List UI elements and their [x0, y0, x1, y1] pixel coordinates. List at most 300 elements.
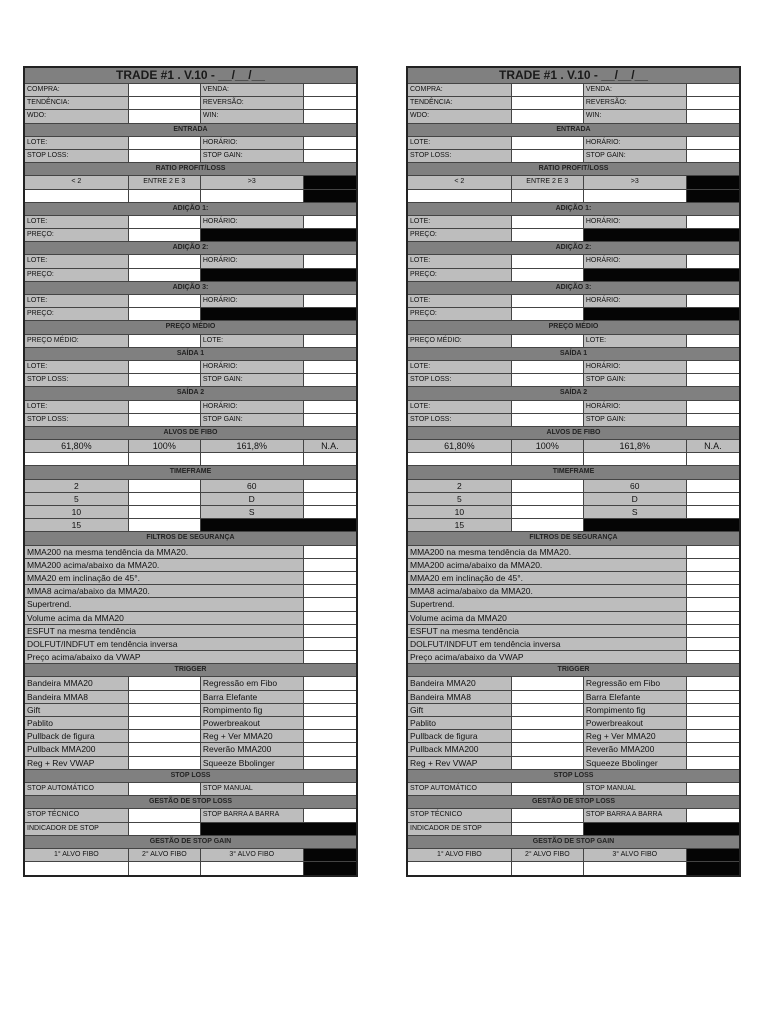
- sheet-row: [25, 506, 356, 519]
- timeframe-field[interactable]: [512, 493, 584, 505]
- entrada-stop-loss-field[interactable]: [512, 150, 584, 162]
- trigger-field[interactable]: [304, 691, 356, 703]
- fibo-100-field[interactable]: [512, 453, 584, 465]
- stop-manual-field[interactable]: [304, 783, 356, 795]
- sheet-row: [25, 546, 356, 559]
- alvo-1-label: 1° ALVO FIBO: [25, 849, 129, 861]
- alvo-1-field[interactable]: [25, 862, 129, 875]
- venda-field[interactable]: [304, 84, 356, 96]
- trigger-field[interactable]: [129, 757, 201, 769]
- sheet-row: [25, 572, 356, 585]
- trigger-field[interactable]: [512, 743, 584, 755]
- adicao1-horario-field[interactable]: [304, 216, 356, 228]
- tendencia-label: TENDÊNCIA:: [25, 97, 129, 109]
- sheet-row: [408, 796, 739, 809]
- trigger-label: Bandeira MMA8: [25, 691, 129, 703]
- timeframe-option: 2: [25, 480, 129, 492]
- ratio-gt3-field[interactable]: [201, 190, 304, 202]
- timeframe-option: D: [584, 493, 687, 505]
- sheet-row: [408, 783, 739, 796]
- ratio-2to3-field[interactable]: [129, 190, 201, 202]
- timeframe-option: 15: [408, 519, 512, 531]
- filtro-label: ESFUT na mesma tendência: [408, 625, 687, 637]
- filtro-label: MMA200 na mesma tendência da MMA20.: [25, 546, 304, 558]
- trigger-field[interactable]: [129, 677, 201, 689]
- sheet-row: [408, 374, 739, 387]
- timeframe-field[interactable]: [304, 480, 356, 492]
- saida2-stop-gain-field[interactable]: [304, 414, 356, 426]
- sheet-row: [25, 401, 356, 414]
- trigger-label: Reg + Rev VWAP: [25, 757, 129, 769]
- sheet-row: [25, 150, 356, 163]
- saida1-stop-loss-field[interactable]: [512, 374, 584, 386]
- trigger-field[interactable]: [304, 743, 356, 755]
- saida1-lote-field[interactable]: [512, 361, 584, 373]
- reversao-field[interactable]: [304, 97, 356, 109]
- fibo-100: 100%: [129, 440, 201, 452]
- alvo-3-label: 3° ALVO FIBO: [201, 849, 304, 861]
- sheet-row: [408, 308, 739, 321]
- trigger-field[interactable]: [129, 717, 201, 729]
- entrada-horario-field[interactable]: [687, 137, 739, 149]
- timeframe-field[interactable]: [687, 480, 739, 492]
- adicao3-horario-field[interactable]: [304, 295, 356, 307]
- filtro-label: Volume acima da MMA20: [25, 612, 304, 624]
- saida1-stop-gain-label: STOP GAIN:: [584, 374, 687, 386]
- ratio-gt3: >3: [201, 176, 304, 188]
- filtro-field[interactable]: [687, 559, 739, 571]
- filtro-label: DOLFUT/INDFUT em tendência inversa: [25, 638, 304, 650]
- alvo-blackout: [687, 849, 739, 861]
- saida1-lote-label: LOTE:: [408, 361, 512, 373]
- filtro-field[interactable]: [687, 585, 739, 597]
- sheet-row: [25, 374, 356, 387]
- ratio-2to3: ENTRE 2 E 3: [129, 176, 201, 188]
- section-stop-loss: STOP LOSS: [25, 770, 356, 782]
- ratio-lt2: < 2: [25, 176, 129, 188]
- sheet-row: [408, 612, 739, 625]
- filtro-field[interactable]: [687, 572, 739, 584]
- section-adicao-1: ADIÇÃO 1:: [25, 203, 356, 215]
- adicao3-horario-field[interactable]: [687, 295, 739, 307]
- filtro-field[interactable]: [687, 625, 739, 637]
- adicao2-lote-field[interactable]: [512, 255, 584, 267]
- stop-automatico-label: STOP AUTOMÁTICO: [408, 783, 512, 795]
- entrada-horario-label: HORÁRIO:: [584, 137, 687, 149]
- alvo-2-field[interactable]: [512, 862, 584, 875]
- trigger-label: Rompimento fig: [201, 704, 304, 716]
- trigger-field[interactable]: [512, 717, 584, 729]
- trigger-label: Regressão em Fibo: [584, 677, 687, 689]
- tendencia-field[interactable]: [129, 97, 201, 109]
- saida2-stop-gain-field[interactable]: [687, 414, 739, 426]
- ratio-lt2: < 2: [408, 176, 512, 188]
- saida1-stop-gain-field[interactable]: [304, 374, 356, 386]
- wdo-label: WDO:: [408, 110, 512, 122]
- adicao2-preco-field[interactable]: [512, 269, 584, 281]
- adicao3-preco-field[interactable]: [129, 308, 201, 320]
- ratio-lt2-field[interactable]: [25, 190, 129, 202]
- trigger-label: Barra Elefante: [201, 691, 304, 703]
- stop-barra-field[interactable]: [304, 809, 356, 821]
- sheet-row: [25, 348, 356, 361]
- preco-medio-lote-label: LOTE:: [201, 335, 304, 347]
- wdo-field[interactable]: [512, 110, 584, 122]
- adicao2-horario-label: HORÁRIO:: [584, 255, 687, 267]
- trigger-field[interactable]: [512, 757, 584, 769]
- sheet-row: [408, 704, 739, 717]
- saida2-stop-gain-label: STOP GAIN:: [584, 414, 687, 426]
- win-label: WIN:: [584, 110, 687, 122]
- saida2-stop-loss-field[interactable]: [129, 414, 201, 426]
- saida1-lote-field[interactable]: [129, 361, 201, 373]
- sheet-row: [25, 282, 356, 295]
- sheet-row: [408, 809, 739, 822]
- sheet-row: [25, 190, 356, 203]
- timeframe-option: S: [584, 506, 687, 518]
- section-adicao-3: ADIÇÃO 3:: [25, 282, 356, 294]
- fibo-6180-field[interactable]: [25, 453, 129, 465]
- trigger-label: Powerbreakout: [201, 717, 304, 729]
- trigger-field[interactable]: [687, 757, 739, 769]
- trigger-field[interactable]: [129, 730, 201, 742]
- adicao1-preco-label: PREÇO:: [408, 229, 512, 241]
- section-adicao-1: ADIÇÃO 1:: [408, 203, 739, 215]
- filtro-field[interactable]: [687, 546, 739, 558]
- stop-tecnico-field[interactable]: [129, 809, 201, 821]
- filtro-field[interactable]: [304, 625, 356, 637]
- stop-manual-field[interactable]: [687, 783, 739, 795]
- sheet-row: [408, 743, 739, 756]
- sheet-row: [408, 295, 739, 308]
- sheet-row: [408, 638, 739, 651]
- saida1-horario-label: HORÁRIO:: [584, 361, 687, 373]
- adicao3-lote-field[interactable]: [512, 295, 584, 307]
- trigger-field[interactable]: [304, 677, 356, 689]
- win-label: WIN:: [201, 110, 304, 122]
- saida1-horario-field[interactable]: [687, 361, 739, 373]
- filtro-field[interactable]: [304, 638, 356, 650]
- alvo-3-label: 3° ALVO FIBO: [584, 849, 687, 861]
- fibo-na-field[interactable]: [304, 453, 356, 465]
- reversao-field[interactable]: [687, 97, 739, 109]
- entrada-lote-label: LOTE:: [408, 137, 512, 149]
- sheet-row: [408, 849, 739, 862]
- timeframe-field[interactable]: [129, 519, 201, 531]
- trigger-field[interactable]: [304, 704, 356, 716]
- preco-medio-field[interactable]: [129, 335, 201, 347]
- alvo-3-field[interactable]: [584, 862, 687, 875]
- filtro-field[interactable]: [304, 651, 356, 663]
- sheet-row: [25, 440, 356, 453]
- timeframe-option: 5: [408, 493, 512, 505]
- entrada-lote-field[interactable]: [129, 137, 201, 149]
- sheet-row: [25, 862, 356, 875]
- filtro-field[interactable]: [687, 612, 739, 624]
- compra-field[interactable]: [129, 84, 201, 96]
- entrada-lote-field[interactable]: [512, 137, 584, 149]
- win-field[interactable]: [304, 110, 356, 122]
- section-saida-2: SAÍDA 2: [408, 387, 739, 399]
- reversao-label: REVERSÃO:: [584, 97, 687, 109]
- wdo-field[interactable]: [129, 110, 201, 122]
- section-entrada: ENTRADA: [25, 124, 356, 136]
- filtro-field[interactable]: [687, 638, 739, 650]
- adicao3-blackout: [201, 308, 356, 320]
- preco-medio-lote-field[interactable]: [687, 335, 739, 347]
- trigger-label: Squeeze Bbolinger: [201, 757, 304, 769]
- stop-indicador-field[interactable]: [129, 823, 201, 835]
- timeframe-field[interactable]: [512, 506, 584, 518]
- sheet-row: [25, 704, 356, 717]
- preco-medio-field[interactable]: [512, 335, 584, 347]
- adicao1-preco-label: PREÇO:: [25, 229, 129, 241]
- adicao3-horario-label: HORÁRIO:: [584, 295, 687, 307]
- timeframe-option: S: [201, 506, 304, 518]
- sheet-row: [25, 176, 356, 189]
- sheet-row: [408, 68, 739, 84]
- adicao2-lote-label: LOTE:: [25, 255, 129, 267]
- adicao1-blackout: [584, 229, 739, 241]
- stop-barra-field[interactable]: [687, 809, 739, 821]
- filtro-label: MMA200 acima/abaixo da MMA20.: [408, 559, 687, 571]
- ratio-blackout: [304, 190, 356, 202]
- filtro-label: Preço acima/abaixo da VWAP: [408, 651, 687, 663]
- sheet-row: [408, 163, 739, 176]
- sheet-row: [408, 150, 739, 163]
- adicao1-lote-label: LOTE:: [25, 216, 129, 228]
- sheet-row: [25, 414, 356, 427]
- adicao1-horario-field[interactable]: [687, 216, 739, 228]
- saida2-stop-loss-field[interactable]: [512, 414, 584, 426]
- adicao3-lote-field[interactable]: [129, 295, 201, 307]
- adicao1-horario-label: HORÁRIO:: [584, 216, 687, 228]
- filtro-label: ESFUT na mesma tendência: [25, 625, 304, 637]
- trigger-label: Reg + Ver MMA20: [201, 730, 304, 742]
- trigger-field[interactable]: [687, 730, 739, 742]
- trigger-field[interactable]: [687, 691, 739, 703]
- venda-label: VENDA:: [584, 84, 687, 96]
- sheet-row: [25, 242, 356, 255]
- sheet-row: [25, 453, 356, 466]
- adicao3-blackout: [584, 308, 739, 320]
- adicao1-preco-field[interactable]: [129, 229, 201, 241]
- adicao2-horario-field[interactable]: [687, 255, 739, 267]
- ratio-2to3-field[interactable]: [512, 190, 584, 202]
- adicao2-preco-field[interactable]: [129, 269, 201, 281]
- ratio-gt3: >3: [584, 176, 687, 188]
- section-gestao-stop-loss: GESTÃO DE STOP LOSS: [25, 796, 356, 808]
- sheet-row: [408, 585, 739, 598]
- timeframe-option: 2: [408, 480, 512, 492]
- sheet-row: [25, 229, 356, 242]
- stop-indicador-label: INDICADOR DE STOP: [408, 823, 512, 835]
- sheet-row: [408, 427, 739, 440]
- sheet-row: [25, 796, 356, 809]
- entrada-stop-loss-field[interactable]: [129, 150, 201, 162]
- trigger-field[interactable]: [129, 691, 201, 703]
- section-adicao-2: ADIÇÃO 2:: [25, 242, 356, 254]
- sheet-row: [25, 677, 356, 690]
- entrada-stop-gain-field[interactable]: [687, 150, 739, 162]
- timeframe-option: 15: [25, 519, 129, 531]
- trigger-field[interactable]: [687, 677, 739, 689]
- sheet-row: [408, 466, 739, 479]
- timeframe-field[interactable]: [512, 480, 584, 492]
- section-gestao-stop-gain: GESTÃO DE STOP GAIN: [25, 836, 356, 848]
- saida1-stop-loss-label: STOP LOSS:: [408, 374, 512, 386]
- filtro-field[interactable]: [687, 598, 739, 610]
- adicao2-horario-label: HORÁRIO:: [201, 255, 304, 267]
- adicao1-lote-field[interactable]: [512, 216, 584, 228]
- saida2-stop-loss-label: STOP LOSS:: [408, 414, 512, 426]
- sheet-row: [408, 203, 739, 216]
- trigger-label: Pullback de figura: [408, 730, 512, 742]
- section-trigger: TRIGGER: [408, 664, 739, 676]
- filtro-field[interactable]: [304, 612, 356, 624]
- fibo-na-field[interactable]: [687, 453, 739, 465]
- timeframe-option: 10: [408, 506, 512, 518]
- fibo-100-field[interactable]: [129, 453, 201, 465]
- trigger-field[interactable]: [512, 677, 584, 689]
- sheet-row: [408, 625, 739, 638]
- saida2-horario-field[interactable]: [687, 401, 739, 413]
- timeframe-field[interactable]: [512, 519, 584, 531]
- sheet-row: [25, 321, 356, 334]
- saida2-horario-field[interactable]: [304, 401, 356, 413]
- section-saida-1: SAÍDA 1: [25, 348, 356, 360]
- stop-indicador-blackout: [584, 823, 739, 835]
- sheet-row: [408, 598, 739, 611]
- filtro-field[interactable]: [304, 559, 356, 571]
- preco-medio-lote-field[interactable]: [304, 335, 356, 347]
- sheet-row: [408, 242, 739, 255]
- timeframe-field[interactable]: [129, 493, 201, 505]
- trigger-label: Powerbreakout: [584, 717, 687, 729]
- adicao2-preco-label: PREÇO:: [25, 269, 129, 281]
- filtro-label: Volume acima da MMA20: [408, 612, 687, 624]
- sheet-row: [408, 862, 739, 875]
- timeframe-field[interactable]: [129, 480, 201, 492]
- stop-automatico-field[interactable]: [129, 783, 201, 795]
- sheet-row: [25, 612, 356, 625]
- stop-indicador-field[interactable]: [512, 823, 584, 835]
- trigger-field[interactable]: [687, 717, 739, 729]
- adicao3-lote-label: LOTE:: [25, 295, 129, 307]
- stop-automatico-field[interactable]: [512, 783, 584, 795]
- compra-label: COMPRA:: [408, 84, 512, 96]
- adicao1-lote-field[interactable]: [129, 216, 201, 228]
- adicao2-lote-label: LOTE:: [408, 255, 512, 267]
- fibo-1618: 161,8%: [201, 440, 304, 452]
- sheet-row: [408, 730, 739, 743]
- ratio-gt3-field[interactable]: [584, 190, 687, 202]
- sheet-row: [408, 282, 739, 295]
- tendencia-label: TENDÊNCIA:: [408, 97, 512, 109]
- sheet-row: [25, 216, 356, 229]
- timeframe-field[interactable]: [687, 493, 739, 505]
- sheet-row: [408, 519, 739, 532]
- saida2-lote-field[interactable]: [129, 401, 201, 413]
- trigger-field[interactable]: [512, 691, 584, 703]
- trigger-field[interactable]: [129, 743, 201, 755]
- saida2-lote-field[interactable]: [512, 401, 584, 413]
- section-gestao-stop-gain: GESTÃO DE STOP GAIN: [408, 836, 739, 848]
- timeframe-field[interactable]: [129, 506, 201, 518]
- filtro-field[interactable]: [304, 598, 356, 610]
- trigger-label: Reverão MMA200: [584, 743, 687, 755]
- adicao3-preco-field[interactable]: [512, 308, 584, 320]
- saida1-stop-gain-field[interactable]: [687, 374, 739, 386]
- fibo-1618-field[interactable]: [584, 453, 687, 465]
- filtro-field[interactable]: [304, 546, 356, 558]
- saida2-lote-label: LOTE:: [25, 401, 129, 413]
- alvo-3-field[interactable]: [201, 862, 304, 875]
- timeframe-field[interactable]: [304, 506, 356, 518]
- trigger-field[interactable]: [687, 743, 739, 755]
- trigger-field[interactable]: [304, 717, 356, 729]
- trigger-field[interactable]: [687, 704, 739, 716]
- sheet-row: [408, 546, 739, 559]
- ratio-lt2-field[interactable]: [408, 190, 512, 202]
- adicao2-lote-field[interactable]: [129, 255, 201, 267]
- sheet-row: [25, 809, 356, 822]
- stop-tecnico-field[interactable]: [512, 809, 584, 821]
- entrada-horario-label: HORÁRIO:: [201, 137, 304, 149]
- adicao2-blackout: [584, 269, 739, 281]
- timeframe-field[interactable]: [687, 506, 739, 518]
- adicao2-horario-field[interactable]: [304, 255, 356, 267]
- saida1-stop-loss-field[interactable]: [129, 374, 201, 386]
- alvo-2-field[interactable]: [129, 862, 201, 875]
- trigger-field[interactable]: [129, 704, 201, 716]
- section-alvos-fibo: ALVOS DE FIBO: [408, 427, 739, 439]
- sheet-title: TRADE #1 . V.10 - __/__/__: [408, 68, 739, 83]
- filtro-field[interactable]: [687, 651, 739, 663]
- timeframe-field[interactable]: [304, 493, 356, 505]
- filtro-field[interactable]: [304, 585, 356, 597]
- trigger-field[interactable]: [512, 730, 584, 742]
- win-field[interactable]: [687, 110, 739, 122]
- compra-field[interactable]: [512, 84, 584, 96]
- sheet-row: [408, 770, 739, 783]
- venda-field[interactable]: [687, 84, 739, 96]
- saida1-horario-field[interactable]: [304, 361, 356, 373]
- sheet-row: [25, 110, 356, 123]
- section-entrada: ENTRADA: [408, 124, 739, 136]
- sheet-row: [25, 84, 356, 97]
- sheet-row: [25, 823, 356, 836]
- fibo-1618-field[interactable]: [201, 453, 304, 465]
- stop-tecnico-label: STOP TÉCNICO: [25, 809, 129, 821]
- trigger-field[interactable]: [512, 704, 584, 716]
- sheet-row: [408, 836, 739, 849]
- tendencia-field[interactable]: [512, 97, 584, 109]
- sheet-row: [408, 677, 739, 690]
- entrada-stop-gain-field[interactable]: [304, 150, 356, 162]
- filtro-label: DOLFUT/INDFUT em tendência inversa: [408, 638, 687, 650]
- trigger-field[interactable]: [304, 757, 356, 769]
- adicao1-preco-field[interactable]: [512, 229, 584, 241]
- sheet-row: [408, 414, 739, 427]
- trigger-field[interactable]: [304, 730, 356, 742]
- filtro-field[interactable]: [304, 572, 356, 584]
- sheet-row: [25, 532, 356, 545]
- sheet-row: [408, 216, 739, 229]
- alvo-1-field[interactable]: [408, 862, 512, 875]
- entrada-horario-field[interactable]: [304, 137, 356, 149]
- fibo-6180-field[interactable]: [408, 453, 512, 465]
